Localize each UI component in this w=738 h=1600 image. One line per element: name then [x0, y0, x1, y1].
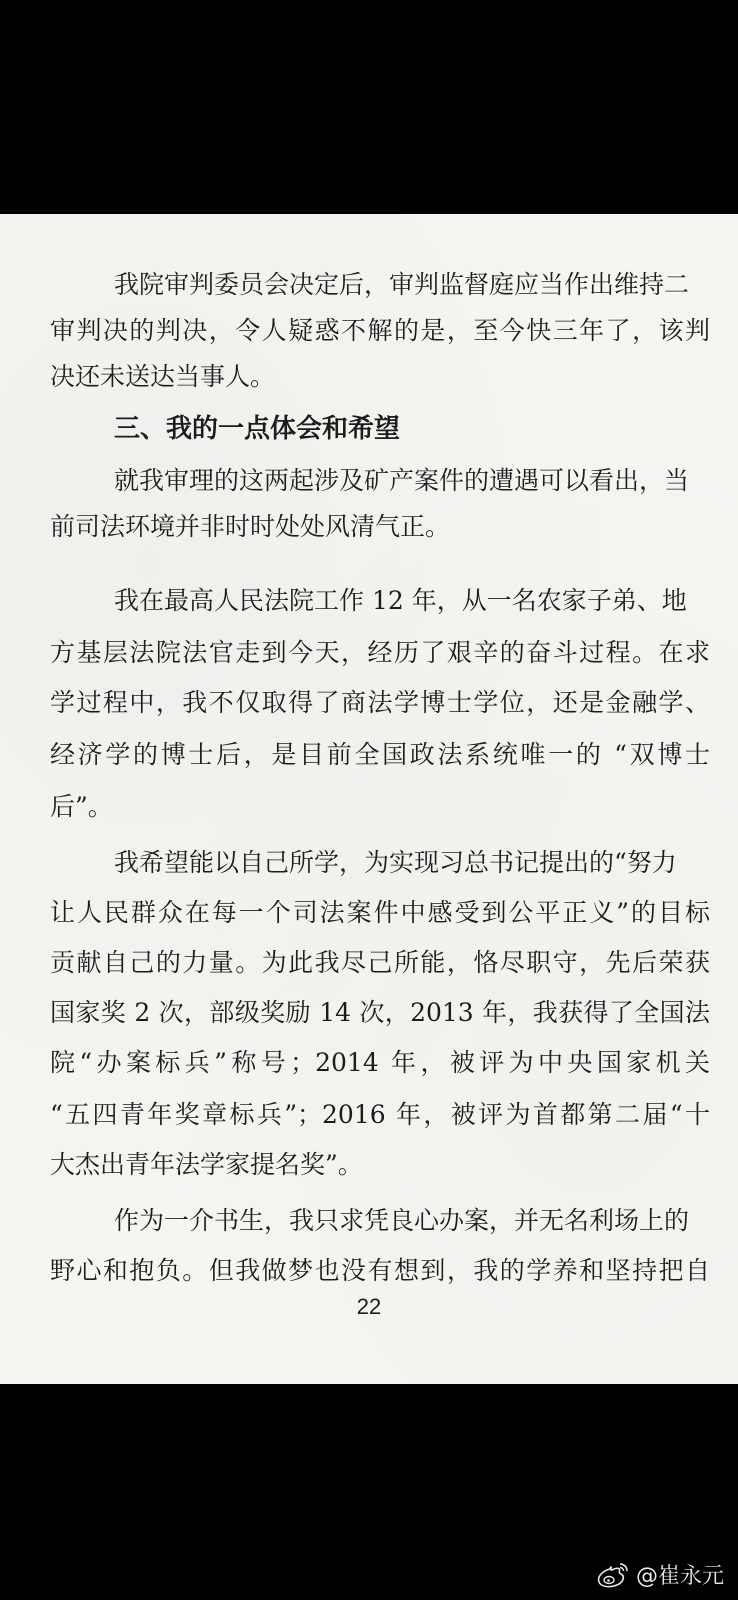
watermark	[596, 1559, 724, 1590]
text-line: 决还未送达当事人。	[50, 362, 276, 391]
text-line: 让人民群众在每一个司法案件中感受到公平正义”的目标	[50, 898, 710, 927]
text-line: 贡献自己的力量。为此我尽己所能，恪尽职守，先后荣获	[50, 948, 710, 977]
text-line: 我在最高人民法院工作 12 年，从一名农家子弟、地	[114, 586, 687, 615]
text-line: 大杰出青年法学家提名奖”。	[50, 1150, 363, 1179]
text-line: 学过程中，我不仅取得了商法学博士学位，还是金融学、	[50, 688, 710, 717]
text-line: 作为一介书生，我只求凭良心办案，并无名利场上的	[114, 1206, 690, 1235]
text-line: 方基层法院法官走到今天，经历了艰辛的奋斗过程。在求	[50, 638, 710, 667]
text-line: 国家奖 2 次，部级奖励 14 次，2013 年，我获得了全国法	[50, 998, 710, 1027]
text-line: 就我审理的这两起涉及矿产案件的遭遇可以看出，当	[114, 466, 690, 495]
text-line: 院“办案标兵”称号；2014 年，被评为中央国家机关	[50, 1048, 710, 1077]
text-line: 前司法环境并非时时处处风清气正。	[50, 512, 451, 541]
page-number: 22	[356, 1294, 382, 1319]
watermark-author: @崔永元	[635, 1564, 724, 1589]
text-line: “五四青年奖章标兵”；2016 年，被评为首都第二届“十	[50, 1100, 710, 1129]
text-line: 我院审判委员会决定后，审判监督庭应当作出维持二	[114, 270, 690, 299]
text-line: 经济学的博士后，是目前全国政法系统唯一的 “双博士	[50, 740, 710, 769]
text-line: 后”。	[50, 792, 113, 821]
document-page	[0, 214, 738, 1384]
text-line: 野心和抱负。但我做梦也没有想到，我的学养和坚持把自	[50, 1256, 710, 1285]
section-heading: 三、我的一点体会和希望	[114, 414, 401, 444]
text-line: 我希望能以自己所学，为实现习总书记提出的“努力	[114, 848, 677, 877]
weibo-icon	[596, 1561, 630, 1589]
text-line: 审判决的判决，令人疑惑不解的是，至今快三年了，该判	[50, 316, 710, 345]
